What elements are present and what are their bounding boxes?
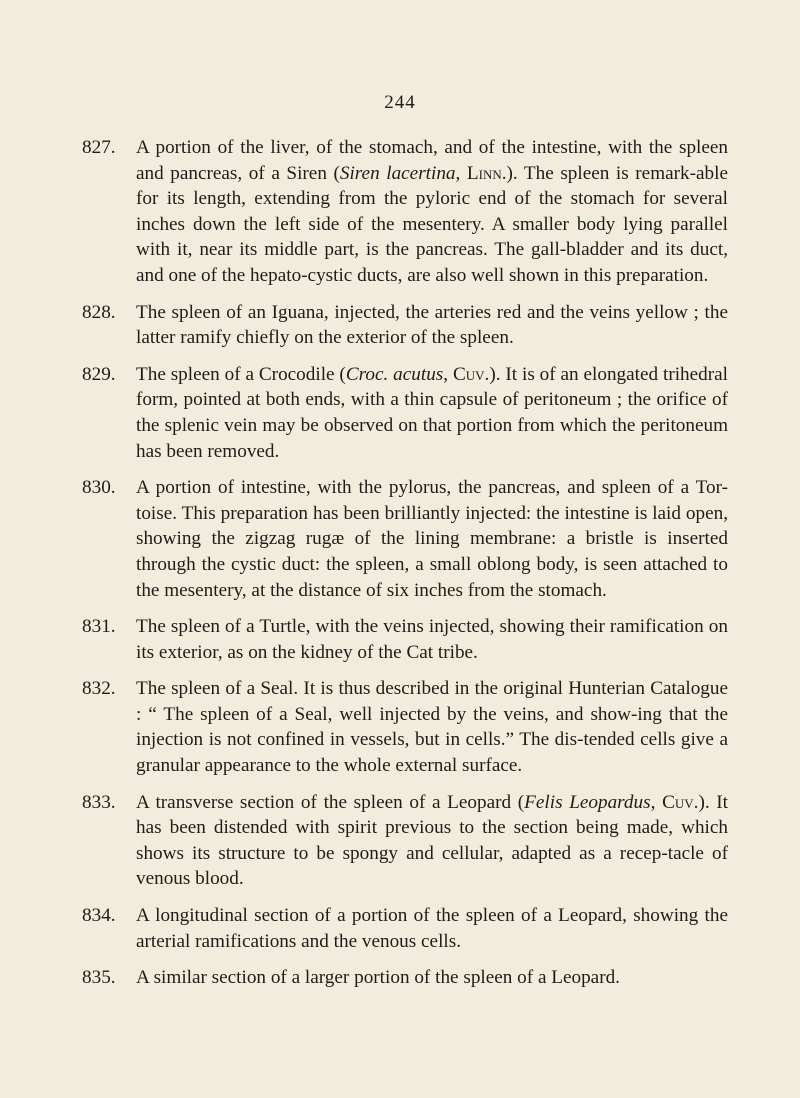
catalogue-entry	[82, 965, 728, 991]
entry-text	[136, 616, 728, 663]
entry-text	[136, 967, 620, 988]
entry-text	[136, 905, 728, 952]
catalogue-entry	[82, 676, 728, 778]
entry-text	[136, 792, 728, 890]
entry-text-segment: A similar section of a larger portion of the spleen of a Leopard.	[136, 967, 620, 989]
catalogue-entries	[82, 135, 728, 1002]
entry-text-segment: ,	[650, 791, 663, 813]
species-name: Croc. acutus	[345, 363, 444, 385]
entry-number: 830.	[82, 477, 116, 499]
entry-text-segment: A longitudinal section of a portion of the spleen of a Leopard, showing the arterial ramifications and the venous cells.	[136, 905, 728, 952]
entry-text	[136, 302, 728, 349]
catalogue-entry	[82, 300, 728, 351]
catalogue-entry	[82, 135, 728, 289]
catalogue-entry	[82, 903, 728, 954]
catalogue-entry	[82, 475, 728, 603]
entry-number: 827.	[82, 137, 116, 158]
entry-text-segment: ,	[443, 363, 453, 385]
catalogue-entry	[82, 790, 728, 892]
entry-text-segment: .). It has been distended with spirit previous to the section being made, which shows its structure to be spongy and cellular, adapted as a recep-tacle of venous blood.	[136, 791, 729, 890]
entry-number: 828.	[82, 301, 116, 323]
entry-number: 835.	[82, 967, 116, 989]
entry-text	[136, 477, 728, 600]
entry-text-segment: .). It is of an elongated trihedral form, pointed at both ends, with a thin capsule of peritoneum ; the orifice of the splenic vein may be observed on that portion from which the peritoneum has been removed.	[136, 363, 728, 462]
entry-text-segment: The spleen of an Iguana, injected, the arteries red and the veins yellow ; the latter ramify chiefly on the exterior of the spleen.	[136, 301, 728, 349]
entry-number: 834.	[82, 905, 116, 927]
authority-name: Cuv	[662, 791, 694, 813]
entry-text	[136, 678, 728, 776]
entry-text-segment: A transverse section of the spleen of a Leopard (	[136, 791, 525, 813]
page-number: 244	[384, 92, 416, 113]
entry-text	[136, 137, 728, 286]
entry-text-segment: .). The spleen is remark-able for its length, extending from the pyloric end of the stomach for several inches down the left side of the mesentery. A smaller body lying parallel with it, near its middle part, is the pancreas. The gall-bladder and its duct, and one of the hepato-cystic ducts, are also well shown in this preparation.	[136, 162, 728, 286]
entry-text-segment: The spleen of a Turtle, with the veins injected, showing their ramification on its exterior, as on the kidney of the Cat tribe.	[136, 616, 728, 663]
entry-text-segment: The spleen of a Crocodile (	[136, 363, 346, 385]
entry-number: 829.	[82, 363, 116, 385]
entry-text-segment: A portion of intestine, with the pylorus, the pancreas, and spleen of a Tor-toise. This preparation has been brilliantly injected: the intestine is laid open, showing the zigzag rugæ of the lining membrane: a bristle is inserted through the cystic duct: the spleen, a small oblong body, is seen attached to the mesentery, at the distance of six inches from the stomach.	[136, 477, 728, 601]
species-name: Felis Leopardus	[524, 791, 651, 813]
entry-text-segment: A portion of the liver, of the stomach, and of the intestine, with the spleen and pancreas, of a Siren (	[136, 137, 728, 184]
entry-text	[136, 364, 728, 462]
species-name: Siren lacertina	[339, 162, 456, 184]
catalogue-entry	[82, 614, 728, 665]
authority-name: Cuv	[452, 363, 485, 385]
catalogue-entry	[82, 362, 728, 464]
entry-number: 832.	[82, 678, 116, 700]
entry-number: 833.	[82, 791, 116, 813]
entry-number: 831.	[82, 616, 116, 638]
entry-text-segment: The spleen of a Seal. It is thus described in the original Hunterian Catalogue : “ The spleen of a Seal, well injected by the veins, and show-ing that the injection is not confined in vessels, but in cells.” The dis-tended cells give a granular appearance to the whole external surface.	[136, 678, 728, 777]
entry-text-segment: ,	[455, 162, 467, 184]
authority-name: Linn	[466, 162, 502, 184]
